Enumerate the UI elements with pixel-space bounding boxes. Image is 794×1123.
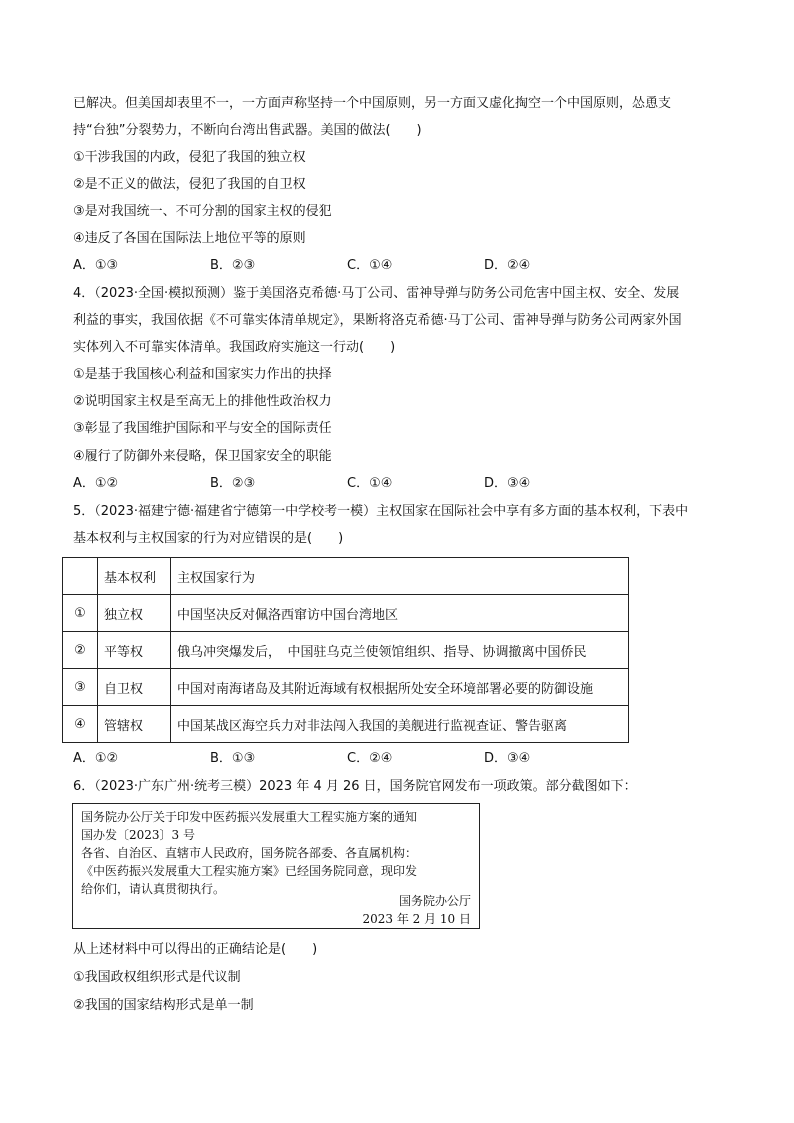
table-cell: 独立权: [98, 595, 171, 632]
option-d[interactable]: D．②④: [484, 258, 531, 273]
table-header-row: [63, 558, 629, 595]
option-a[interactable]: A．①③: [73, 258, 119, 273]
option-b[interactable]: B．①③: [210, 751, 256, 766]
q3-stem-line2: 持“台独”分裂势力，不断向台湾出售武器。美国的做法( ): [73, 123, 422, 138]
option-b[interactable]: B．②③: [210, 476, 256, 491]
q4-stem-line2: 利益的事实，我国依据《不可靠实体清单规定》，果断将洛克希德·马丁公司、雷神导弹与防务公司两家外国: [73, 313, 682, 328]
q3-stem-line1: 已解决。但美国却表里不一，一方面声称坚持一个中国原则，另一方面又虚化掏空一个中国原则，怂恿支: [73, 96, 672, 111]
table-row: [63, 706, 629, 743]
table-cell: ④: [63, 706, 98, 743]
rights-table: [62, 557, 629, 743]
q4-item-2: ②说明国家主权是至高无上的排他性政治权力: [73, 394, 332, 409]
q6-item-2: ②我国的国家结构形式是单一制: [73, 998, 254, 1013]
q4-item-3: ③彰显了我国维护国际和平与安全的国际责任: [73, 421, 332, 436]
q3-item-4: ④违反了各国在国际法上地位平等的原则: [73, 231, 306, 246]
q4-stem-line1: 4．（2023·全国·模拟预测）鉴于美国洛克希德·马丁公司、雷神导弹与防务公司危害中国主权、安全、发展: [73, 286, 680, 301]
q6-question: 从上述材料中可以得出的正确结论是( ): [73, 942, 318, 957]
notice-issuer: 国务院办公厅: [398, 894, 471, 908]
q4-item-1: ①是基于我国核心利益和国家实力作出的抉择: [73, 367, 332, 382]
option-c[interactable]: C．①④: [347, 476, 393, 491]
notice-date: 2023 年 2 月 10 日: [362, 912, 471, 926]
table-cell: 俄乌冲突爆发后， 中国驻乌克兰使领馆组织、指导、协调撤离中国侨民: [171, 632, 629, 669]
q5-stem-line1: 5．（2023·福建宁德·福建省宁德第一中学校考一模）主权国家在国际社会中享有多方面的基本权利，下表中: [73, 504, 689, 519]
q3-item-2: ②是不正义的做法，侵犯了我国的自卫权: [73, 177, 306, 192]
table-row: [63, 595, 629, 632]
notice-title: 国务院办公厅关于印发中医药振兴发展重大工程实施方案的通知: [81, 810, 418, 824]
q6-item-1: ①我国政权组织形式是代议制: [73, 970, 241, 985]
q4-stem-line3: 实体列入不可靠实体清单。我国政府实施这一行动( ): [73, 340, 396, 355]
notice-addressee: 各省、自治区、直辖市人民政府，国务院各部委、各直属机构：: [81, 846, 418, 860]
table-header-cell: 主权国家行为: [171, 558, 629, 595]
option-a[interactable]: A．①②: [73, 476, 119, 491]
q4-item-4: ④履行了防御外来侵略，保卫国家安全的职能: [73, 449, 332, 464]
policy-notice-box: [72, 803, 480, 929]
q5-options: [73, 749, 633, 769]
notice-doc-number: 国办发〔2023〕3 号: [81, 828, 195, 842]
option-a[interactable]: A．①②: [73, 751, 119, 766]
table-row: [63, 669, 629, 706]
q3-item-1: ①干涉我国的内政，侵犯了我国的独立权: [73, 150, 306, 165]
table-cell: ③: [63, 669, 98, 706]
q4-options: [73, 474, 633, 494]
q3-item-3: ③是对我国统一、不可分割的国家主权的侵犯: [73, 204, 332, 219]
option-d[interactable]: D．③④: [484, 476, 531, 491]
table-row: [63, 632, 629, 669]
q3-options: [73, 256, 633, 276]
table-cell: 中国对南海诸岛及其附近海域有权根据所处安全环境部署必要的防御设施: [171, 669, 629, 706]
notice-body-line2: 给你们，请认真贯彻执行。: [81, 882, 226, 896]
table-cell: ①: [63, 595, 98, 632]
table-header-cell: 基本权利: [98, 558, 171, 595]
option-c[interactable]: C．②④: [347, 751, 393, 766]
table-cell: ②: [63, 632, 98, 669]
table-cell: 中国坚决反对佩洛西窜访中国台湾地区: [171, 595, 629, 632]
q6-stem-line1: 6．（2023·广东广州·统考三模）2023 年 4 月 26 日，国务院官网发布一项政策。部分截图如下：: [73, 779, 637, 794]
table-header-cell: [63, 558, 98, 595]
option-b[interactable]: B．②③: [210, 258, 256, 273]
option-d[interactable]: D．③④: [484, 751, 531, 766]
notice-body-line1: 《中医药振兴发展重大工程实施方案》已经国务院同意，现印发: [81, 864, 418, 878]
table-cell: 中国某战区海空兵力对非法闯入我国的美舰进行监视查证、警告驱离: [171, 706, 629, 743]
table-cell: 管辖权: [98, 706, 171, 743]
q5-stem-line2: 基本权利与主权国家的行为对应错误的是( ): [73, 531, 344, 546]
option-c[interactable]: C．①④: [347, 258, 393, 273]
table-cell: 自卫权: [98, 669, 171, 706]
table-cell: 平等权: [98, 632, 171, 669]
